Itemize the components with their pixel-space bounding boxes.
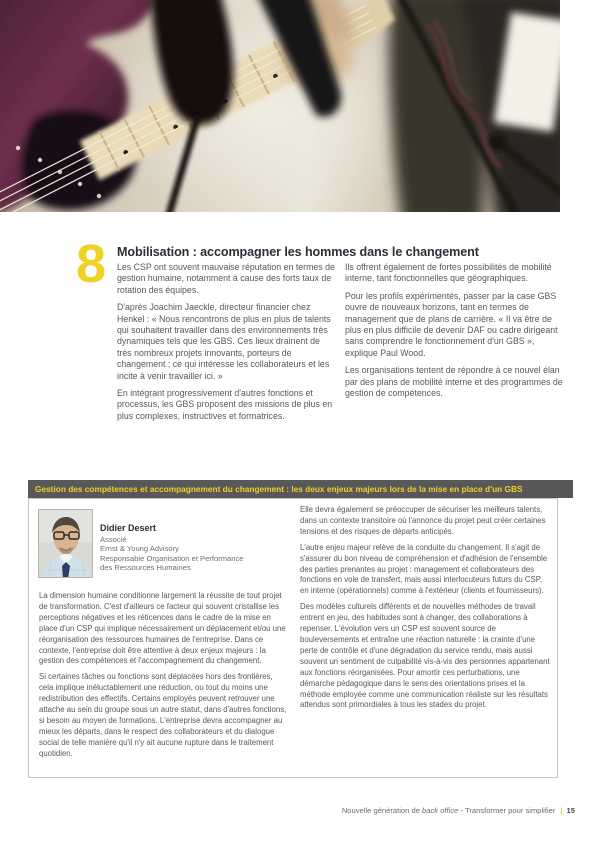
paragraph: La dimension humaine conditionne largement la réussite de tout projet de transformation. C'est d'ailleurs ce facteur qui souvent cristallise les perceptions négatives et les réticences dans le cadre de la mise en place d'un CSP qui implique nécessairement un déplacement et/ou une réorganisation des ressources humaines de l'entreprise. Dans ce contexte, l'entreprise doit être attentive à deux enjeux majeurs : la gestion des compétences et l'accompagnement du changement. — [39, 591, 286, 666]
footer-text-suffix: - Transformer pour simplifier — [458, 806, 556, 815]
portrait-photo — [38, 509, 93, 578]
bass-guitar-photo-illustration — [0, 0, 560, 212]
paragraph: En intégrant progressivement d'autres fonctions et processus, les GBS proposent des missions de plus en plus complexes, instructives et formatrices. — [117, 388, 333, 421]
feature-column-left — [39, 591, 289, 765]
paragraph: Si certaines tâches ou fonctions sont déplacées hors des frontières, cela implique inéluctablement une réduction, ou tout du moins une redistribution des effectifs. Certains employés peuvent retrouver une attache au sein du groupe sous un autre statut, dans d'autres fonctions, si besoin au moyen de formations. L'entreprise devra accompagner au mieux les départs, dans le respect des collaborateurs et du dialogue social de telle manière qu'il n'y ait aucune rupture dans le traitement quotidien. — [39, 672, 287, 758]
paragraph: Pour les profils expérimentés, passer par la case GBS ouvre de nouveaux horizons, tant en termes de management que de plans de carrière. « Il va être de plus en plus difficile de devenir DAF ou cadre dirigeant sans comprendre le fonctionnement d'un GBS », explique Paul Wood. — [345, 290, 558, 358]
person-portrait-illustration — [39, 510, 93, 578]
hero-photo — [0, 0, 560, 212]
footer-text-italic: back office — [422, 806, 459, 815]
paragraph: L'autre enjeu majeur relève de la conduite du changement. Il s'agit de s'assurer du bon niveau de compréhension et d'adhésion de l'ensemble des parties prenantes au projet : management et collaborateurs des fonctions en voie de transfert, mais aussi interlocuteurs futurs du CSP, en interne (opérationnels) comme à l'extérieur (clients et fournisseurs). — [300, 542, 548, 596]
feature-banner: Gestion des compétences et accompagnement du changement : les deux enjeux majeurs lors de la mise en place d'un GBS — [28, 480, 573, 498]
feature-box — [28, 498, 558, 778]
page-number: 15 — [566, 806, 575, 815]
section-heading: Mobilisation : accompagner les hommes dans le changement — [117, 245, 479, 259]
intro-column-right — [345, 262, 565, 405]
feature-column-right — [300, 505, 552, 716]
person-name: Didier Desert — [100, 523, 157, 533]
section-number: 8 — [76, 234, 107, 294]
paragraph: Les organisations tentent de répondre à ce nouvel élan par des plans de mobilité interne et des programmes de gestion de compétences. — [345, 365, 563, 399]
person-credentials — [100, 523, 244, 572]
person-role-line2: des Ressources Humaines — [100, 562, 191, 572]
footer-text-prefix: Nouvelle génération de — [341, 806, 423, 815]
person-role-line1: Responsable Organisation et Performance — [100, 553, 244, 563]
paragraph: Elle devra également se préoccuper de sécuriser les meilleurs talents, dans un contexte transitoire où l'annonce du projet peut créer certaines tensions et des risques de départs anticipés. — [300, 505, 546, 536]
paragraph: D'après Joachim Jaeckle, directeur financier chez Henkel : « Nous rencontrons de plus en plus de talents qui souhaitent travailler dans des environnements très dynamiques tels que les GBS. Ces lieux drainent de très nombreux projets innovants, porteurs de changement ; ce qui intéresse les collaborateurs et les incite à venir travailler ici. » — [117, 302, 331, 381]
footer-separator: | — [560, 806, 563, 815]
page-footer — [342, 806, 575, 815]
paragraph: Les CSP ont souvent mauvaise réputation en termes de gestion humaine, notamment à cause des forts taux de rotation des équipes. — [117, 262, 335, 295]
person-title: Associé — [100, 535, 127, 544]
paragraph: Ils offrent également de fortes possibilités de mobilité interne, tant fonctionnelles que géographiques. — [345, 262, 552, 284]
person-company: Ernst & Young Advisory — [100, 544, 179, 554]
paragraph: Des modèles culturels différents et de nouvelles méthodes de travail entrent en jeu, des habitudes sont à changer, des collaborations à repenser. L'évolution vers un CSP est souvent source de bouleversements et entraîne une réaction naturelle : la crainte d'une perte de contrôle et d'une dégradation du service rendu, mais aussi souvent un sentiment de culpabilité vis-à-vis des personnes appartenant aux fonctions réorganisées. Pour amortir ces perturbations, une démarche pédagogique dans le sens des orientations prises et la méthode employée comme une communication réaliste sur les résultats attendus sont primordiales à tous les stades du projet. — [300, 602, 550, 710]
intro-column-left — [117, 262, 335, 428]
